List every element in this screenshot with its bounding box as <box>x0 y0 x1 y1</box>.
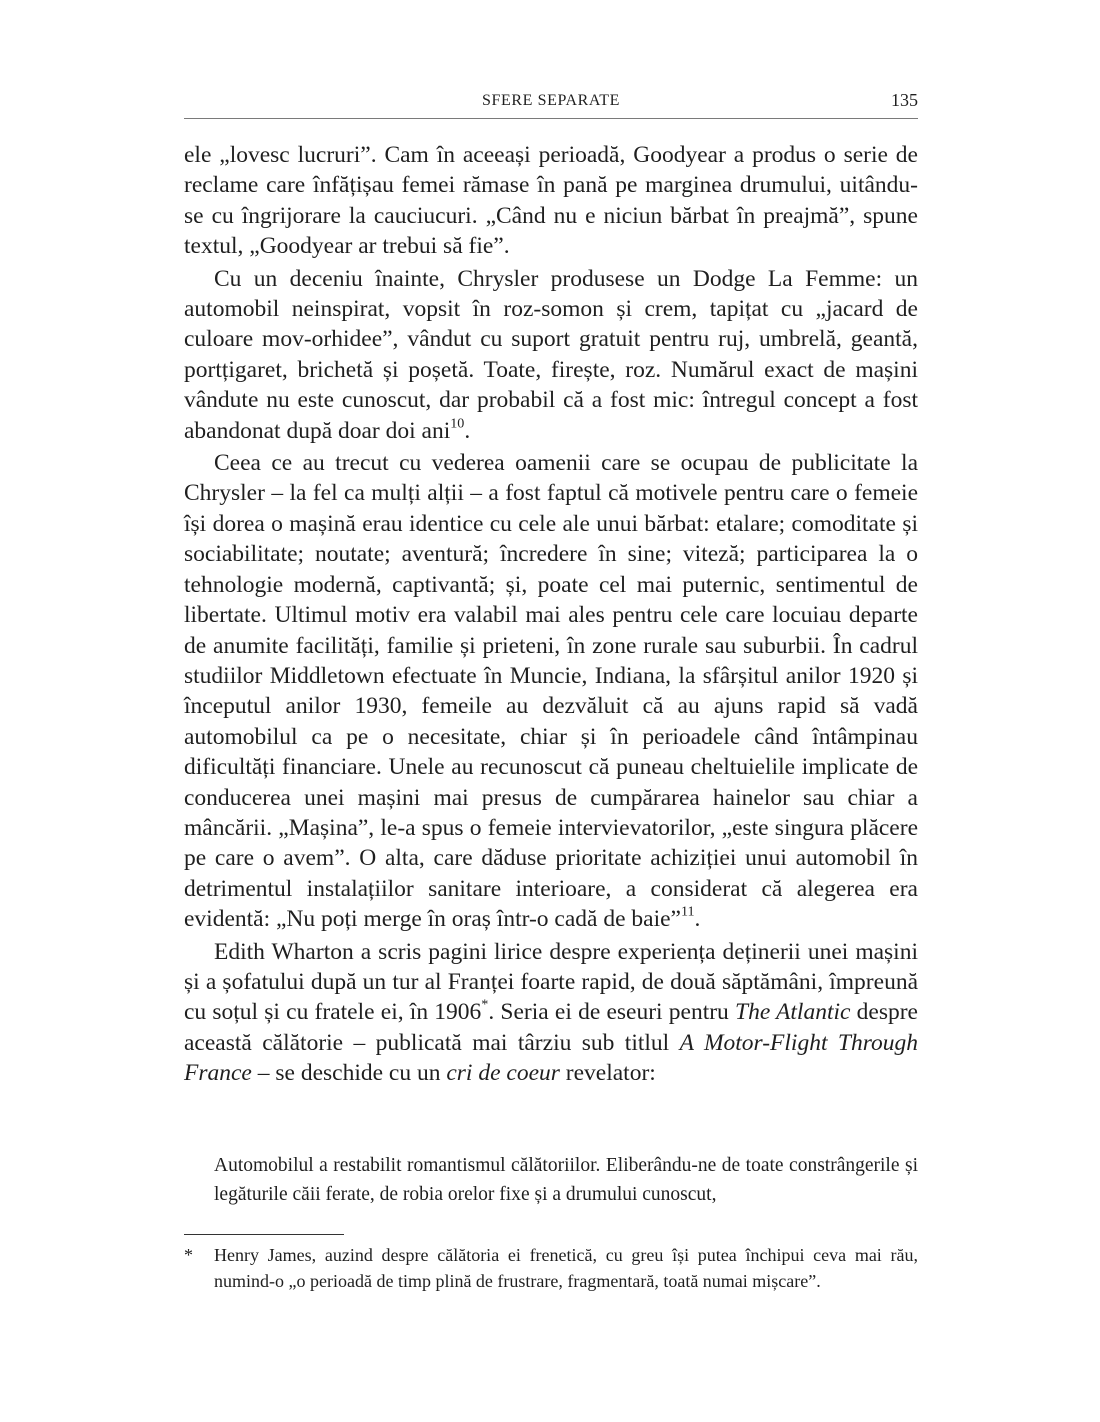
footnote-marker: * <box>184 1245 193 1265</box>
paragraph <box>184 264 918 446</box>
paragraph <box>184 937 918 1089</box>
footnote-text: Henry James, auzind despre călătoria ei frenetică, cu greu își putea închipui ceva mai rău, numind-o „o perioadă de timp plină de frustrare, fragmentară, toată numai mișcare”. <box>214 1245 918 1291</box>
paragraph <box>184 140 918 262</box>
text-run: ele „lovesc lucruri”. Cam în aceeași perioadă, Goodyear a produs o serie de reclame care înfățișau femei rămase în pană pe marginea drumului, uitându-se cu îngrijorare la cauciucuri. „Când nu e niciun bărbat în preajmă”, spune textul, „Goodyear ar trebui să fie”. <box>184 142 918 260</box>
paragraph <box>184 448 918 935</box>
text-run: Cu un deceniu înainte, Chrysler produsese un Dodge La Femme: un automobil neinspirat, vopsit în roz-somon și crem, tapițat cu „jacard de culoare mov-orhidee”, vândut cu suport gratuit pentru ruj, umbrelă, geantă, portțigaret, brichetă și poșetă. Toate, firește, roz. Numărul exact de mașini vândute nu este cunoscut, dar probabil că a fost mic: întregul concept a fost abandonat după doar doi ani <box>184 265 918 444</box>
quote-text: Automobilul a restabilit romantismul călătoriilor. Eliberându-ne de toate constrângerile și legăturile căii ferate, de robia orelor fixe și a drumului cunoscut, <box>214 1155 918 1205</box>
footnote-rule <box>184 1234 344 1235</box>
text-run: Ceea ce au trecut cu vederea oamenii care se ocupau de publicitate la Chrysler – la fel ca mulți alții – a fost faptul că motivele pentru care o femeie își dorea o mașină erau identice cu cele ale unui bărbat: etalare; comoditate și sociabilitate; noutate; aventură; încredere în sine; viteză; participarea la o tehnologie modernă, captivantă; și, poate cel mai puternic, sentimentul de libertate. Ultimul motiv era valabil mai ales pentru cele care locuiau departe de anumite facilități, familie și prieteni, în zone rurale sau suburbii. În cadrul studiilor Middletown efectuate în Muncie, Indiana, la sfârșitul anilor 1920 și începutul anilor 1930, femeile au dezvăluit că au ajuns rapid să vadă automobilul ca pe o necesitate, chiar și în perioadele când întâmpinau dificultăți financiare. Unele au recunoscut că puneau cheltuielile implicate de conducerea unei mașini mai presus de cumpărarea hainelor sau chiar a mâncării. „Mașina”, le-a spus o femeie intervievatorilor, „este singura plăcere pe care o avem”. O alta, care dăduse prioritate achiziției unui automobil în detrimentul instalațiilor sanitare interioare, a considerat că alegerea era evidentă: „Nu poți merge în oraș într-o cadă de baie” <box>184 450 918 933</box>
italic-text: The Atlantic <box>735 999 851 1026</box>
page-number: 135 <box>891 90 918 110</box>
header-rule <box>184 118 918 119</box>
text-run: Edith Wharton a scris pagini lirice despre experiența deținerii unei mașini și a șofatului după un tur al Franței foarte rapid, de două săptămâni, împreună cu soțul și cu fratele ei, în 1906 <box>184 938 918 1026</box>
text-run: – se deschide cu un <box>251 1060 447 1087</box>
text-run: . <box>464 417 471 444</box>
italic-text: cri de coeur <box>446 1060 560 1087</box>
page-header <box>184 90 918 114</box>
italic-text: A Motor-Flight Through France <box>184 1029 918 1087</box>
text-run: revelator: <box>559 1060 656 1087</box>
text-run: . <box>694 906 701 933</box>
footnote-reference: 11 <box>680 903 695 920</box>
block-quote <box>214 1151 918 1209</box>
text-run: . Seria ei de eseuri pentru <box>488 999 736 1026</box>
body-text <box>184 140 918 1091</box>
footnote-reference: 10 <box>450 415 465 432</box>
running-head: SFERE SEPARATE <box>481 92 621 109</box>
text-run: despre această călătorie – publicată mai târziu sub titlul <box>184 999 918 1056</box>
footnote-reference: * <box>481 996 489 1013</box>
